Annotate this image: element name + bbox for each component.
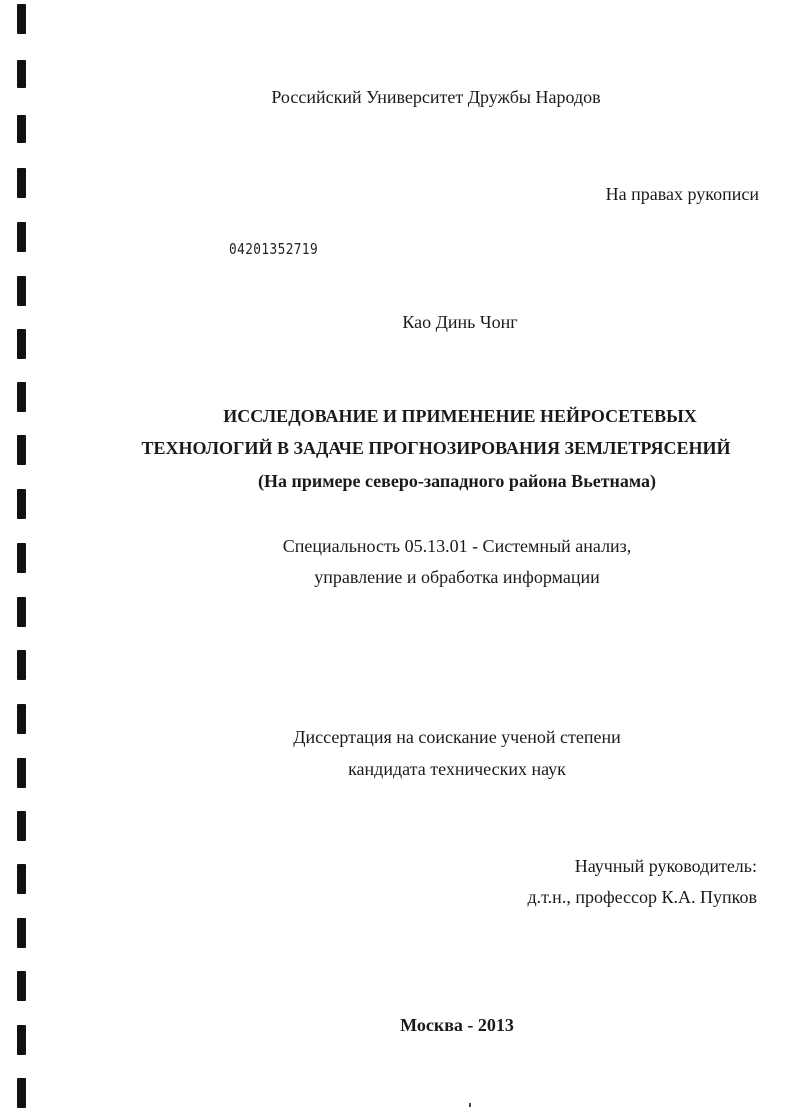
- binding-mark: [17, 811, 26, 841]
- binding-marks: [17, 0, 27, 1114]
- binding-mark: [17, 276, 26, 306]
- thesis-title-line-1: ИССЛЕДОВАНИЕ И ПРИМЕНЕНИЕ НЕЙРОСЕТЕВЫХ: [223, 406, 697, 426]
- binding-mark: [17, 115, 26, 143]
- binding-mark: [17, 918, 26, 948]
- thesis-subtitle: (На примере северо-западного района Вьетнама): [257, 471, 657, 491]
- binding-mark: [17, 489, 26, 519]
- manuscript-rights-note: На правах рукописи: [605, 184, 759, 204]
- binding-mark: [17, 1078, 26, 1108]
- supervisor-name: д.т.н., профессор К.А. Пупков: [527, 887, 757, 907]
- binding-mark: [17, 597, 26, 627]
- binding-mark: [17, 864, 26, 894]
- binding-mark: [17, 168, 26, 198]
- binding-mark: [17, 1025, 26, 1055]
- scan-speck: [469, 1103, 471, 1107]
- binding-mark: [17, 382, 26, 412]
- author-name: Као Динь Чонг: [402, 312, 518, 332]
- binding-mark: [17, 435, 26, 465]
- binding-mark: [17, 758, 26, 788]
- registration-number: 04201352719: [229, 240, 319, 258]
- binding-mark: [17, 650, 26, 680]
- binding-mark: [17, 60, 26, 88]
- binding-mark: [17, 222, 26, 252]
- binding-mark: [17, 704, 26, 734]
- binding-mark: [17, 971, 26, 1001]
- specialty-line-2: управление и обработка информации: [314, 567, 600, 587]
- university-name: Российский Университет Дружбы Народов: [271, 87, 601, 107]
- binding-mark: [17, 329, 26, 359]
- dissertation-degree-line-2: кандидата технических наук: [348, 759, 566, 779]
- binding-mark: [17, 4, 26, 34]
- thesis-title-line-2: ТЕХНОЛОГИЙ В ЗАДАЧЕ ПРОГНОЗИРОВАНИЯ ЗЕМЛЕТРЯСЕНИЙ: [141, 438, 731, 458]
- city-year: Москва - 2013: [400, 1015, 514, 1035]
- binding-mark: [17, 543, 26, 573]
- supervisor-label: Научный руководитель:: [574, 856, 757, 876]
- dissertation-degree-line-1: Диссертация на соискание ученой степени: [293, 727, 621, 747]
- specialty-line-1: Специальность 05.13.01 - Системный анализ,: [282, 536, 632, 556]
